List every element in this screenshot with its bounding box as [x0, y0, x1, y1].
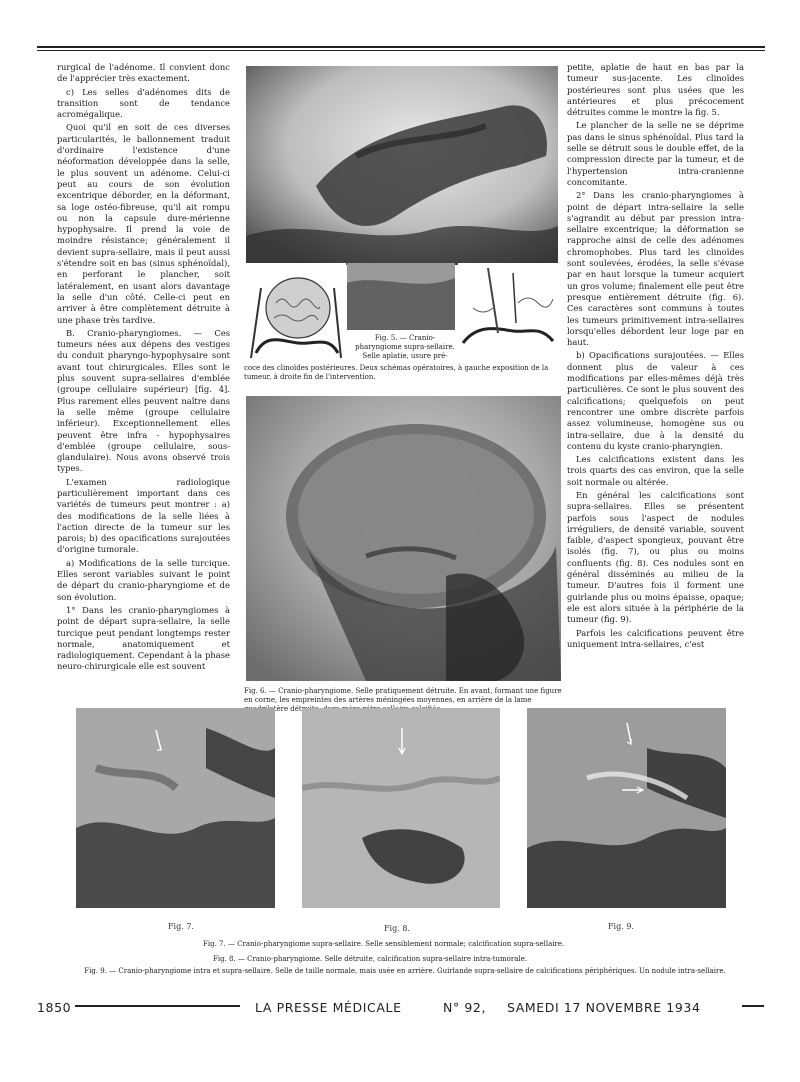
- paragraph: petite, aplatie de haut en bas par la tumeur sus-jacente. Les clinoïdes postérieures sont plus usées que les antérieures et plus précocement détruites comme le montre la fig. 5.: [567, 62, 744, 118]
- figure-5-xray: [246, 66, 558, 265]
- text-column-left: [57, 62, 230, 710]
- figure-6-xray: [246, 396, 561, 681]
- page-number: 1850: [37, 1000, 72, 1015]
- journal-title: LA PRESSE MÉDICALE: [255, 1000, 402, 1015]
- figure-7-caption: Fig. 7. — Cranio-pharyngiome supra-sellaire. Selle sensiblement normale; calcification supra-sellaire.: [203, 940, 565, 948]
- paragraph: Le plancher de la selle ne se déprime pas dans le sinus sphénoïdal. Plus tard la selle se détruit sous le double effet, de la compression directe par la tumeur, et de l'hypertension intra-cranienne concomitante.: [567, 120, 744, 187]
- issue-number: N° 92,: [443, 1000, 487, 1015]
- paragraph: Quoi qu'il en soit de ces diverses particularités, le ballonnement traduit d'ordinaire l'existence d'une néoformation développée dans la selle, le plus souvent un adénome. Celui-ci peut au cours de son évolution excentrique déborder, en la déformant, sa loge ostéo-fibreuse, qu'il ait rompu ou non la capsule dure-mérienne hypophysaire. Il prend la voie de moindre résistance; généralement il devient supra-sellaire, mais il peut aussi s'étendre soit en bas (sinus sphénoïdal), en perforant le plancher, soit latéralement, en usant alors davantage la selle d'un côté. Celle-ci peut en arriver à être complètement détruite à une phase très tardive.: [57, 122, 230, 325]
- header-rule-thin: [37, 50, 765, 51]
- figure-9-label: Fig. 9.: [608, 922, 634, 931]
- paragraph: B. Cranio-pharyngiomes. — Ces tumeurs nées aux dépens des vestiges du conduit pharyngo-hypophysaire sont avant tout chirurgicales. Elles sont le plus souvent supra-sellaires d'emblée (groupe cellulaire supérieur) [fig. 4]. Plus rarement elles peuvent naître dans la selle même (groupe cellulaire inférieur). Exceptionnellement elles peuvent être infra - hypophysaires d'emblée (groupe cellulaire, sous-glandulaire). Nous avons observé trois types.: [57, 327, 230, 474]
- figure-5-xray-lower: [347, 263, 455, 330]
- figure-5-caption-head: Fig. 5. — Cranio-pharyngiome supra-sellaire. Selle aplatie, usure pré-: [355, 334, 455, 360]
- issue-date: SAMEDI 17 NOVEMBRE 1934: [507, 1000, 701, 1015]
- paragraph: En général les calcifications sont supra-sellaires. Elles se présentent parfois sous l'aspect de nodules irréguliers, de densité variable, souvent faible, d'aspect spongieux, pouvant être isolés (fig. 7), ou plus ou moins confluents (fig. 8). Ces nodules sont en général disséminés au milieu de la tumeur. D'autres fois il forment une guirlande plus ou moins épaisse, opaque; ele est alors située à la périphérie de la tumeur (fig. 9).: [567, 489, 744, 625]
- paragraph: 1° Dans les cranio-pharyngiomes à point de départ supra-sellaire, la selle turcique peut pendant longtemps rester normale, anatomiquement et radiologiquement. Cependant à la phase neuro-chirurgicale elle est souvent: [57, 604, 230, 672]
- figure-8-label: Fig. 8.: [384, 924, 410, 933]
- figure-6-caption: Fig. 6. — Cranio-pharyngiome. Selle pratiquement détruite. En avant, formant une figure en corne, les empreintes des artères méningées moyennes, en arrière de la lame: [244, 687, 562, 704]
- paragraph: L'examen radiologique particulièrement important dans ces variétés de tumeurs peut montrer : a) des modifications de la selle liées à l'action directe de la tumeur sur les parois; b) des opacifications surajoutées d'origine tumorale.: [57, 476, 230, 555]
- paragraph: Parfois les calcifications peuvent être uniquement intra-sellaires, c'est: [567, 627, 744, 649]
- text-column-right: [567, 62, 744, 797]
- paragraph: b) Opacifications surajoutées. — Elles donnent plus de valeur à ces modifications par elles-mêmes déjà très particulières. Ce sont le plus souvent des calcifications; quelquefois on peut rencontrer une ombre discrète parfois assez volumineuse, homogène sus ou intra-sellaire, due à la densité du contenu du kyste cranio-pharyngien.: [567, 350, 744, 451]
- paragraph: c) Les selles d'adénomes dits de transition sont de tendance acromégalique.: [57, 86, 230, 120]
- figure-5-schema-right: [458, 263, 558, 351]
- paragraph: a) Modifications de la selle turcique. Elles seront variables suivant le point de départ du cranio-pharyngiome et de son évolution.: [57, 557, 230, 602]
- figure-7-label: Fig. 7.: [168, 922, 194, 931]
- figure-5-schema-left: [246, 263, 346, 363]
- figure-9-caption: Fig. 9. — Cranio-pharyngiome intra et supra-sellaire. Selle de taille normale, mais usée en arrière. Guirlande supra-sellaire de calcifications périphériques. Un nodule intra-sellaire.: [84, 967, 726, 975]
- figure-8-caption: Fig. 8. — Cranio-pharyngiome. Selle détruite, calcification supra-sellaire intra-tumorale.: [213, 955, 528, 963]
- page-footer: [37, 1000, 761, 1020]
- figure-5-caption-tail: coce des clinoïdes postérieures. Deux schémas opératoires, à gauche exposition de la tumeur, à droite fin de l'intervention.: [244, 364, 549, 381]
- paragraph: rurgical de l'adénome. Il convient donc de l'apprécier très exactement.: [57, 62, 230, 84]
- paragraph: Les calcifications existent dans les trois quarts des cas environ, que la selle soit normale ou altérée.: [567, 454, 744, 487]
- figure-7-xray: [76, 708, 275, 908]
- figure-8-xray: [302, 708, 500, 908]
- figure-9-xray: [527, 708, 726, 908]
- paragraph: 2° Dans les cranio-pharyngiomes à point de départ intra-sellaire la selle s'agrandit au début par pression intra-sellaire excentrique; la déformation se rapproche ainsi de celle des adénomes chromophobes. Plus tard les clinoïdes sont soulevées, érodées, la selle s'évase par en haut lorsque la tumeur acquiert un gros volume; finalement elle peut être presque entièrement détruite (fig. 6). Ces caractères sont communs à toutes les tumeurs primitivement intra-sellaires lorsqu'elles débordent leur loge par en haut.: [567, 190, 744, 348]
- header-rule: [37, 46, 765, 48]
